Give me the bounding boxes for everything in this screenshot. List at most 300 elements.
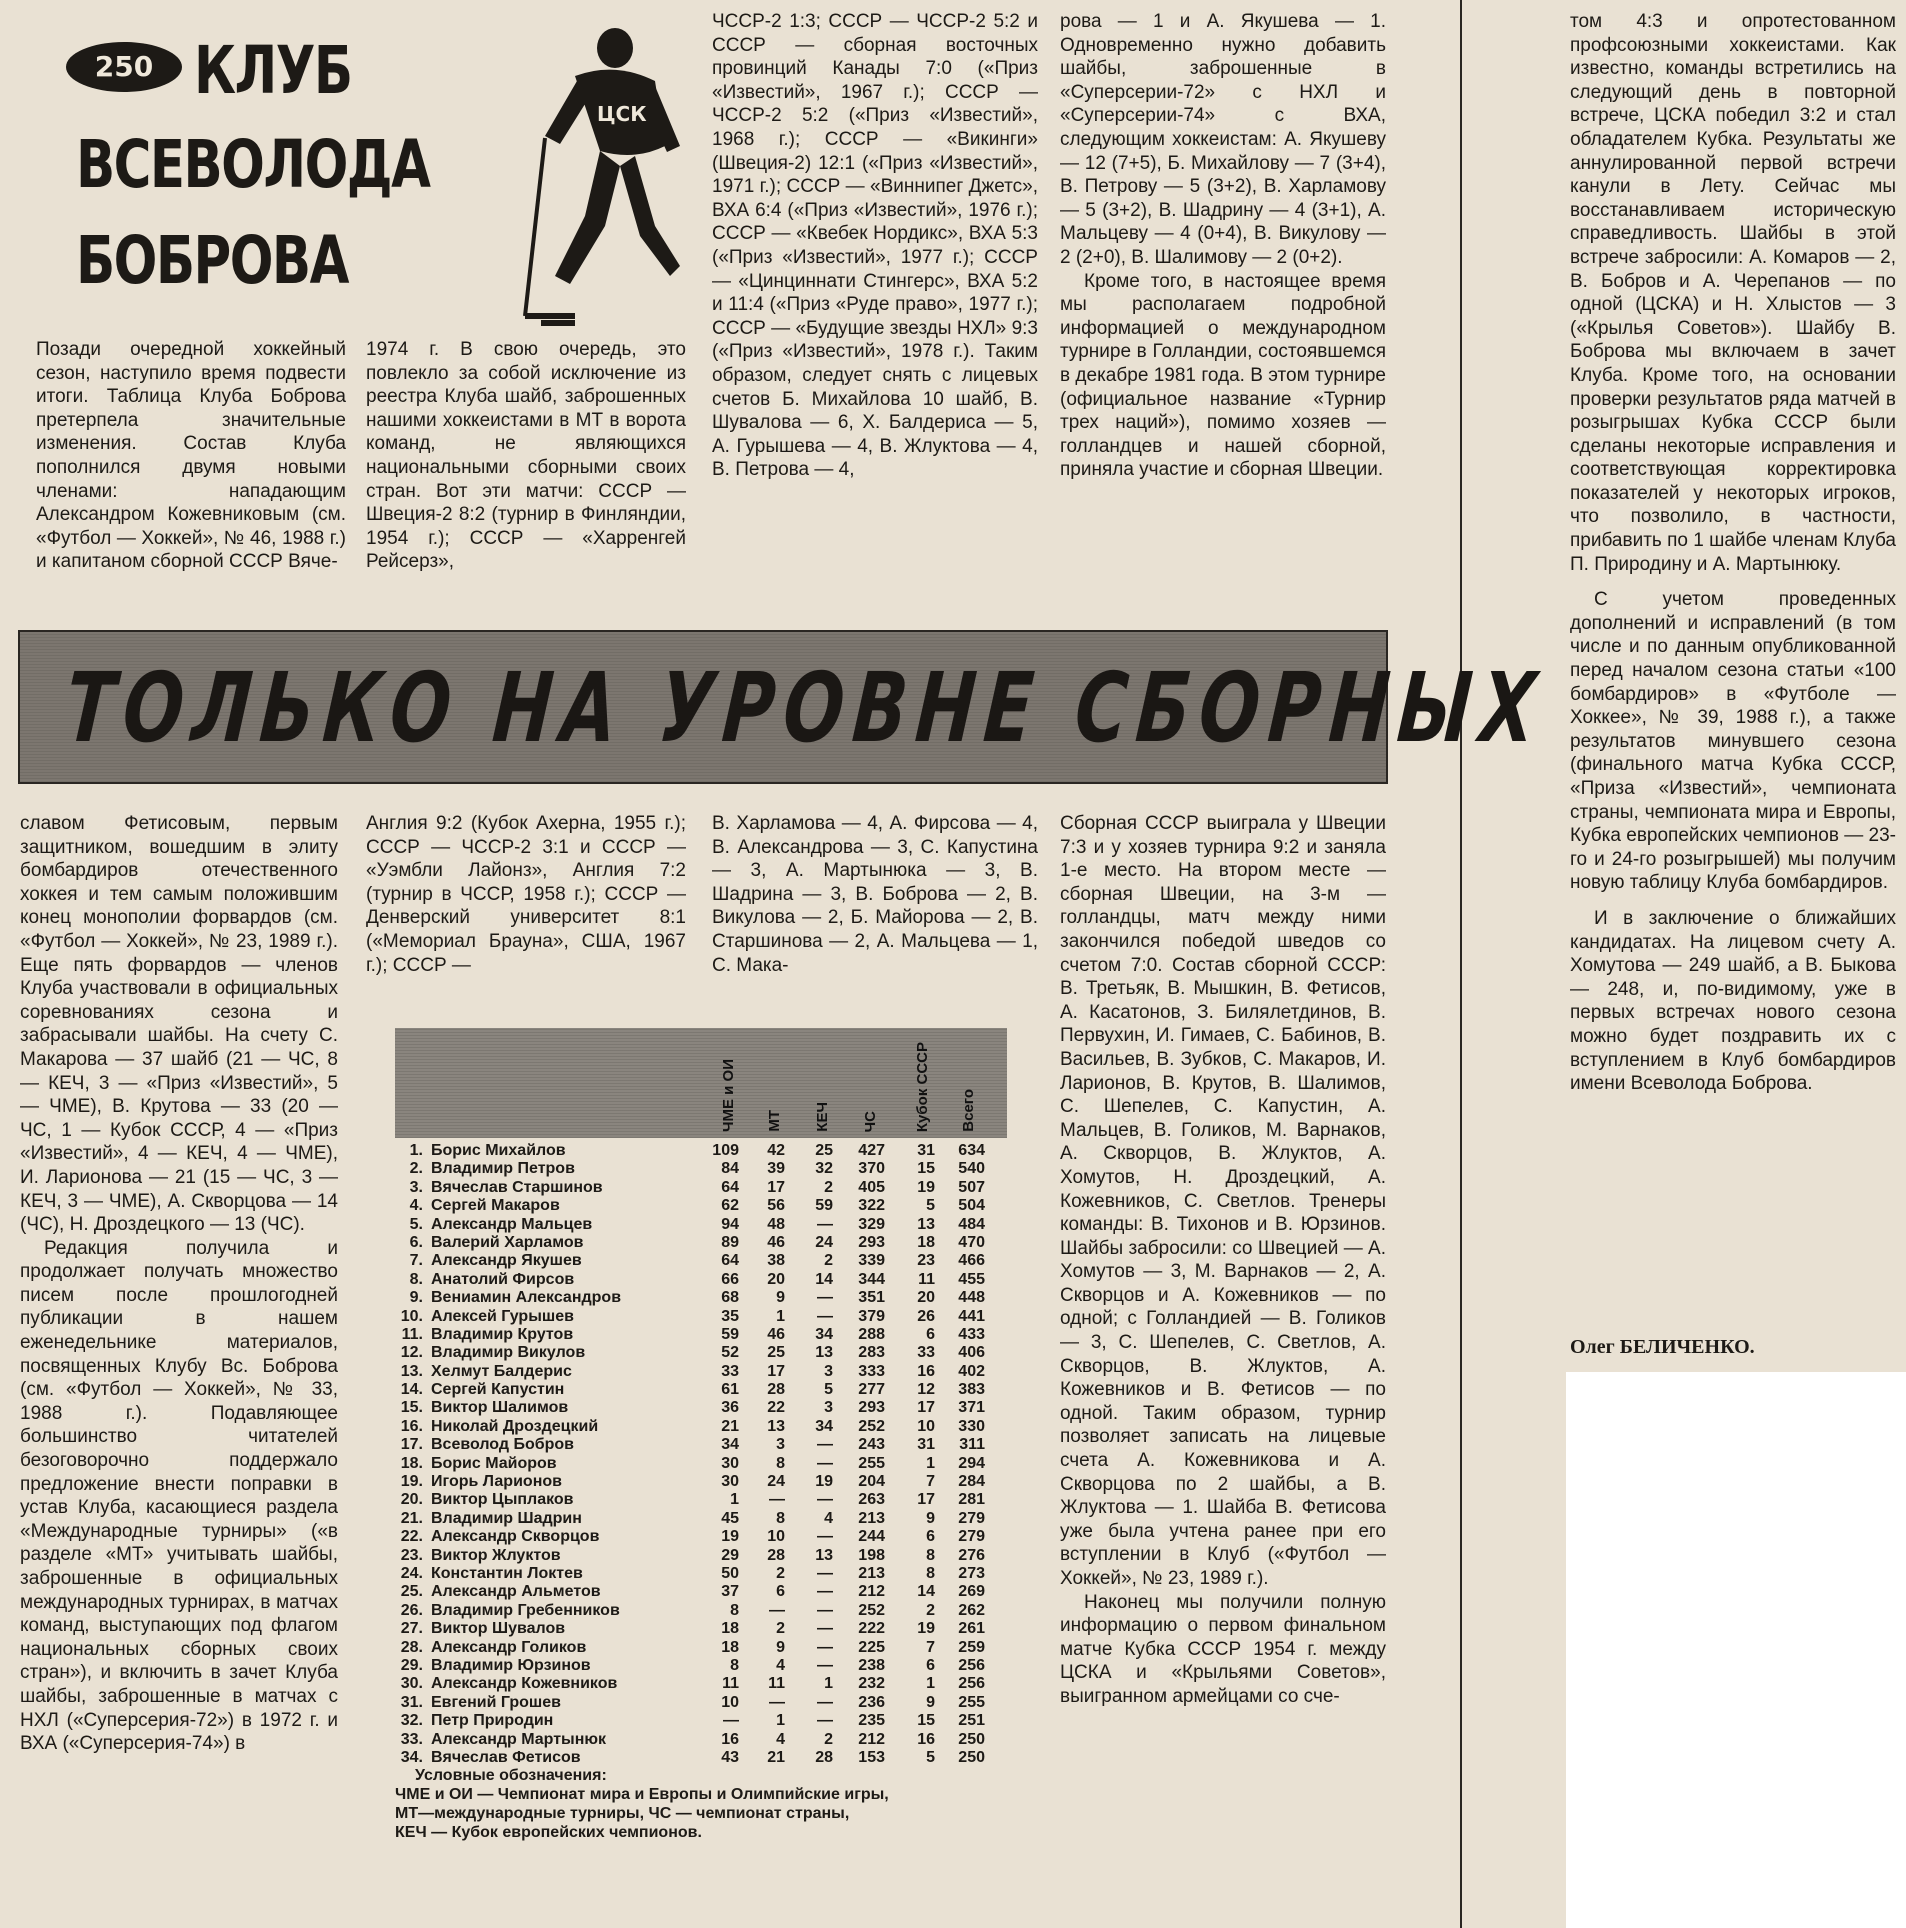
row-value-1: 21: [767, 1748, 785, 1766]
row-value-5: 255: [958, 1693, 985, 1711]
legend-line-2: МТ—международные турниры, ЧС — чемпионат страны,: [395, 1805, 850, 1822]
row-value-1: 2: [776, 1620, 785, 1638]
column-divider-right: [1460, 0, 1462, 1928]
row-value-3: 405: [858, 1178, 885, 1196]
row-value-2: —: [817, 1712, 833, 1730]
blank-area: [1566, 1372, 1906, 1928]
row-value-2: 14: [815, 1270, 833, 1288]
row-value-3: 344: [858, 1270, 885, 1288]
row-value-0: 64: [721, 1252, 739, 1270]
top-column-4-para-2: Кроме того, в настоящее время мы располагаем подробной информацией о международном турнире в Голландии, состоявшемся в декабре 1981 года. В этом турнире (официальное название «Турнир трех наций»), помимо хозяев — голландцев и нашей сборной, приняла участие и сборная Швеции.: [1060, 270, 1386, 481]
row-value-1: 3: [776, 1436, 785, 1454]
row-value-0: 21: [721, 1417, 739, 1435]
row-value-3: 238: [858, 1656, 885, 1674]
row-value-0: 30: [721, 1454, 739, 1472]
table-row: [395, 1491, 1007, 1509]
table-row: [395, 1583, 1007, 1601]
row-player-name: Сергей Макаров: [431, 1197, 560, 1215]
row-value-5: 279: [958, 1528, 985, 1546]
row-value-2: —: [817, 1601, 833, 1619]
row-value-2: —: [817, 1620, 833, 1638]
row-value-4: 5: [926, 1748, 935, 1766]
row-value-5: 383: [958, 1381, 985, 1399]
row-rank: 15.: [400, 1399, 423, 1417]
row-rank: 2.: [409, 1160, 423, 1178]
row-value-2: 59: [815, 1197, 833, 1215]
table-row: [395, 1142, 1007, 1160]
row-value-5: 455: [958, 1270, 985, 1288]
top-column-2: [366, 338, 686, 610]
row-player-name: Александр Мартынюк: [431, 1730, 607, 1748]
row-rank: 9.: [409, 1289, 423, 1307]
row-value-4: 8: [926, 1564, 935, 1582]
row-player-name: Александр Скворцов: [431, 1528, 600, 1546]
row-value-5: 507: [958, 1178, 985, 1196]
row-value-0: 52: [721, 1344, 739, 1362]
table-row: [395, 1252, 1007, 1270]
row-rank: 22.: [400, 1528, 423, 1546]
row-value-2: 13: [815, 1546, 833, 1564]
row-value-4: 15: [917, 1160, 935, 1178]
top-column-4-para-1: рова — 1 и А. Якушева — 1. Одновременно нужно добавить шайбы, заброшенные в «Суперсерии-72» с НХЛ и «Суперсерии-74» с ВХА, следующим хоккеистам: А. Якушеву — 12 (7+5), Б. Михайлову — 7 (3+4), В. Петрову — 5 (3+2), В. Харламову — 5 (3+2), В. Шадрину — 4 (3+1), А. Мальцеву — 4 (0+4), В. Викулову — 2 (2+0), В. Шалимову — 2 (0+2).: [1060, 11, 1386, 268]
header-title-line-2: ВСЕВОЛОДА: [76, 126, 430, 203]
row-value-0: 35: [721, 1307, 739, 1325]
row-value-0: 8: [730, 1656, 739, 1674]
row-value-0: 36: [721, 1399, 739, 1417]
table-row: [395, 1510, 1007, 1528]
row-value-1: 46: [767, 1233, 785, 1251]
row-value-3: 244: [858, 1528, 885, 1546]
table-header-chs: ЧС: [862, 1110, 879, 1132]
row-value-4: 1: [926, 1454, 935, 1472]
row-value-5: 281: [958, 1491, 985, 1509]
row-value-2: 13: [815, 1344, 833, 1362]
row-value-1: 38: [767, 1252, 785, 1270]
table-row: [395, 1308, 1007, 1326]
row-value-4: 23: [917, 1252, 935, 1270]
row-value-3: 339: [858, 1252, 885, 1270]
row-value-2: —: [817, 1454, 833, 1472]
row-value-1: 10: [767, 1528, 785, 1546]
row-value-3: 252: [858, 1601, 885, 1619]
table-row: [395, 1565, 1007, 1583]
row-rank: 21.: [400, 1509, 423, 1527]
row-value-0: 59: [721, 1325, 739, 1343]
row-value-5: 466: [958, 1252, 985, 1270]
row-value-3: 255: [858, 1454, 885, 1472]
row-value-3: 225: [858, 1638, 885, 1656]
row-rank: 13.: [400, 1362, 423, 1380]
row-player-name: Александр Кожевников: [431, 1675, 618, 1693]
row-value-5: 402: [958, 1362, 985, 1380]
row-value-4: 1: [926, 1675, 935, 1693]
table-row: [395, 1528, 1007, 1546]
issue-number-badge: 250: [66, 42, 182, 92]
row-value-5: 441: [958, 1307, 985, 1325]
row-rank: 34.: [400, 1748, 423, 1766]
header-title-line-1: КЛУБ: [194, 32, 352, 109]
row-value-3: 293: [858, 1233, 885, 1251]
table-row: [395, 1712, 1007, 1730]
row-value-1: 20: [767, 1270, 785, 1288]
row-value-5: 279: [958, 1509, 985, 1527]
row-value-0: 34: [721, 1436, 739, 1454]
row-value-1: 56: [767, 1197, 785, 1215]
row-rank: 11.: [401, 1325, 423, 1343]
row-player-name: Владимир Гребенников: [431, 1601, 620, 1619]
row-value-4: 6: [926, 1528, 935, 1546]
top-column-3: [712, 10, 1038, 610]
row-value-3: 322: [858, 1197, 885, 1215]
row-rank: 4.: [409, 1197, 423, 1215]
row-rank: 27.: [400, 1620, 423, 1638]
row-player-name: Александр Голиков: [431, 1638, 587, 1656]
header-title-line-3: БОБРОВА: [76, 222, 348, 299]
table-row: [395, 1639, 1007, 1657]
table-header-mt: МТ: [766, 1110, 783, 1132]
table-row: [395, 1694, 1007, 1712]
row-value-2: —: [817, 1289, 833, 1307]
jersey-emblem-text: ЦСК: [597, 102, 647, 126]
row-value-4: 6: [926, 1656, 935, 1674]
row-rank: 31.: [400, 1693, 423, 1711]
row-value-5: 250: [958, 1730, 985, 1748]
row-value-3: 212: [858, 1730, 885, 1748]
row-value-0: 94: [721, 1215, 739, 1233]
row-value-0: 11: [722, 1675, 739, 1693]
legend-line-1: ЧМЕ и ОИ — Чемпионат мира и Европы и Олимпийские игры,: [395, 1786, 889, 1803]
row-value-5: 256: [958, 1675, 985, 1693]
row-value-1: 17: [767, 1178, 785, 1196]
row-value-3: 252: [858, 1417, 885, 1435]
row-value-1: 25: [767, 1344, 785, 1362]
row-value-4: 10: [917, 1417, 935, 1435]
row-value-5: 294: [958, 1454, 985, 1472]
row-value-2: 25: [815, 1142, 833, 1159]
table-row: [395, 1602, 1007, 1620]
row-player-name: Евгений Грошев: [431, 1693, 561, 1711]
row-value-1: 8: [776, 1509, 785, 1527]
row-value-3: 263: [858, 1491, 885, 1509]
legend-line-3: КЕЧ — Кубок европейских чемпионов.: [395, 1824, 702, 1841]
right-column-para-1: том 4:3 и опротестованном профсоюзными хоккеистами. Как известно, команды встретились на следующий день в повторной встрече, ЦСКА победил 3:2 и стал обладателем Кубка. Результаты же аннулированной первой встречи канули в Лету. Сейчас мы восстанавливаем историческую справедливость. Шайбы в этой встрече забросили: А. Комаров — 2, В. Бобров и А. Черепанов — по одной (ЦСКА) и Н. Хлыстов — 3 («Крылья Советов»). Шайбу В. Боброва мы включаем в зачет Клуба. Кроме того, на основании проверки результатов ряда матчей в розыгрышах Кубка СССР были сделаны некоторые исправления и соответствующая корректировка показателей у некоторых игроков, что позволило, в частности, прибавить по 1 шайбе членам Клуба П. Природину и А. Мартынюку.: [1570, 11, 1896, 575]
row-rank: 18.: [400, 1454, 423, 1472]
table-header-cup: Кубок СССР: [914, 1041, 931, 1132]
row-value-3: 283: [858, 1344, 885, 1362]
row-value-1: 39: [767, 1160, 785, 1178]
bottom-column-2: [366, 812, 686, 1012]
row-value-4: 19: [917, 1178, 935, 1196]
row-value-0: 64: [721, 1178, 739, 1196]
row-value-4: 12: [917, 1381, 935, 1399]
row-value-4: 16: [917, 1730, 935, 1748]
row-player-name: Вячеслав Фетисов: [431, 1748, 581, 1766]
table-row: [395, 1399, 1007, 1417]
row-value-2: —: [817, 1564, 833, 1582]
row-value-4: 26: [917, 1307, 935, 1325]
row-value-1: 8: [776, 1454, 785, 1472]
row-rank: 23.: [400, 1546, 423, 1564]
row-player-name: Всеволод Бобров: [431, 1436, 575, 1454]
row-value-0: 8: [730, 1601, 739, 1619]
row-value-2: 34: [815, 1325, 833, 1343]
row-value-2: —: [817, 1638, 833, 1656]
row-player-name: Сергей Капустин: [431, 1381, 565, 1399]
club-header: [16, 12, 430, 320]
row-value-4: 11: [918, 1270, 935, 1288]
row-rank: 3.: [409, 1178, 423, 1196]
row-value-0: 30: [721, 1473, 739, 1491]
bottom-column-1-para-2: Редакция получила и продолжает получать множество писем после прошлогодней публикации в нашем еженедельнике материалов, посвященных Клубу Вс. Боброва (см. «Футбол — Хоккей», № 33, 1988 г.). Подавляющее большинство читателей безоговорочно поддержало предложение внести поправки в устав Клуба, касающиеся раздела «Международные турниры» («в разделе «МТ» учитывать шайбы, заброшенные в официальных международных турнирах, в матчах команд, выступающих под флагом национальных сборных своих стран»), и включить в зачет Клуба шайбы, заброшенные в матчах с НХЛ («Суперсерия-72») в 1972 г. и ВХА («Суперсерия-74») в: [20, 1237, 338, 1755]
row-value-1: 46: [767, 1325, 785, 1343]
row-value-0: 62: [721, 1197, 739, 1215]
row-value-4: 2: [926, 1601, 935, 1619]
row-value-2: 4: [824, 1509, 833, 1527]
row-value-1: 6: [776, 1583, 785, 1601]
row-value-4: 31: [917, 1142, 935, 1159]
table-row: [395, 1657, 1007, 1675]
row-rank: 5.: [409, 1215, 423, 1233]
row-value-3: 288: [858, 1325, 885, 1343]
row-value-5: 330: [958, 1417, 985, 1435]
row-value-4: 17: [917, 1399, 935, 1417]
bottom-column-2-text: Англия 9:2 (Кубок Ахерна, 1955 г.); СССР — ЧССР-2 3:1 и СССР — «Уэмбли Лайонз», Англия 7:2 (турнир в ЧССР, 1958 г.); СССР — Денверский университет 8:1 («Мемориал Брауна», США, 1967 г.); СССР —: [366, 813, 686, 976]
bottom-column-3: [712, 812, 1038, 1012]
row-rank: 33.: [400, 1730, 423, 1748]
row-value-1: 11: [768, 1675, 785, 1693]
row-value-1: 22: [767, 1399, 785, 1417]
row-value-5: 311: [959, 1436, 985, 1454]
row-value-0: 37: [721, 1583, 739, 1601]
row-value-5: 261: [958, 1620, 985, 1638]
row-value-5: 504: [958, 1197, 985, 1215]
table-header-total: Всего: [960, 1089, 977, 1132]
table-row: [395, 1731, 1007, 1749]
row-value-2: 1: [824, 1675, 833, 1693]
row-value-5: 484: [958, 1215, 985, 1233]
row-rank: 10.: [400, 1307, 423, 1325]
row-value-5: 406: [958, 1344, 985, 1362]
row-value-2: 19: [815, 1473, 833, 1491]
row-value-5: 251: [958, 1712, 985, 1730]
row-value-5: 276: [958, 1546, 985, 1564]
row-value-4: 5: [926, 1197, 935, 1215]
right-column-para-2: С учетом проведенных дополнений и исправлений (в том числе и по данным опубликованной перед началом сезона статьи «100 бомбардиров» в «Футболе — Хоккее», № 39, 1988 г.), а также результатов минувшего сезона (финального матча Кубка СССР, «Приза «Известий», чемпионата страны, чемпионата мира и Европы, Кубка европейских чемпионов — 23-го и 24-го розыгрышей) мы получим новую таблицу Клуба бомбардиров.: [1570, 589, 1896, 894]
row-value-2: 3: [824, 1362, 833, 1380]
bottom-column-4-para-1: Сборная СССР выиграла у Швеции 7:3 и у хозяев турнира 9:2 и заняла 1-е место. На втором месте — сборная Швеции, на 3-м — голландцы, матч между ними закончился победой шведов со счетом 7:0. Состав сборной СССР: В. Третьяк, В. Мышкин, В. Фетисов, А. Касатонов, З. Билялетдинов, В. Первухин, И. Гимаев, С. Бабинов, В. Васильев, В. Зубков, С. Макаров, И. Ларионов, В. Крутов, В. Шалимов, С. Шепелев, С. Капустин, А. Мальцев, В. Голиков, М. Варнаков, А. Скворцов, В. Жлуктов, А. Хомутов, Н. Дроздецкий, А. Кожевников, С. Светлов. Тренеры команды: В. Тихонов и В. Юрзинов. Шайбы забросили: со Швецией — А. Хомутов — 3, М. Варнаков — 2, А. Скворцов и А. Кожевников — по одной; с Голландией — В. Голиков — 3, С. Шепелев, С. Светлов, А. Скворцов, В. Жлуктов, А. Кожевников и В. Фетисов — по одной. Таким образом, турнир позволяет записать на лицевые счета А. Кожевникова и А. Скворцова по 2 шайбы, а В. Жлуктова — 1. Шайба В. Фетисова уже была учтена ранее при его вступлении в Клуб («Футбол — Хоккей», № 23, 1989 г.).: [1060, 813, 1386, 1589]
row-value-1: 13: [767, 1417, 785, 1435]
row-value-0: 66: [721, 1270, 739, 1288]
row-value-3: 222: [858, 1620, 885, 1638]
row-value-3: 293: [858, 1399, 885, 1417]
row-value-3: 277: [858, 1381, 885, 1399]
top-column-3-text: ЧССР-2 1:3; СССР — ЧССР-2 5:2 и СССР — сборная восточных провинций Канады 7:0 («Приз «Известий», 1967 г.); СССР — ЧССР-2 5:2 («Приз «Известий», 1968 г.); СССР — «Викинги» (Швеция-2) 12:1 («Приз «Известий», 1971 г.); СССР — «Виннипег Джетс», ВХА 6:4 («Приз «Известий», 1976 г.); СССР — «Квебек Нордикс», ВХА 5:3 («Приз «Известий», 1977 г.); СССР — «Цинциннати Стингерс», ВХА 5:2 и 11:4 («Приз «Руде право», 1977 г.); СССР — «Будущие звезды НХЛ» 9:3 («Приз «Известий», 1978 г.). Таким образом, следует снять с лицевых счетов Б. Михайлова 10 шайб, В. Шувалова — 6, Х. Балдериса — 5, А. Гурышева — 4, В. Жлуктова — 4, В. Петрова — 4,: [712, 11, 1038, 481]
section-banner: [18, 630, 1549, 784]
table-row: [395, 1179, 1007, 1197]
table-row: [395, 1216, 1007, 1234]
row-value-1: 1: [776, 1307, 785, 1325]
table-row: [395, 1749, 1007, 1767]
row-rank: 16.: [400, 1417, 423, 1435]
author-signature: Олег БЕЛИЧЕНКО.: [1570, 1336, 1755, 1358]
row-player-name: Валерий Харламов: [431, 1233, 584, 1251]
row-value-3: 204: [858, 1473, 885, 1491]
row-value-3: 379: [858, 1307, 885, 1325]
row-rank: 28.: [400, 1638, 423, 1656]
row-value-0: 1: [730, 1491, 739, 1509]
row-value-4: 20: [917, 1289, 935, 1307]
row-rank: 1.: [409, 1142, 423, 1159]
legend-title: Условные обозначения:: [415, 1767, 607, 1784]
bottom-column-1-para-1: славом Фетисовым, первым защитником, вошедшим в элиту бомбардиров отечественного хоккея и тем самым положившим конец монополии форвардов (см. «Футбол — Хоккей», № 23, 1989 г.). Еще пять форвардов — членов Клуба участвовали в официальных соревнованиях сезона и забрасывали шайбы. На счету С. Макарова — 37 шайб (21 — ЧС, 8 — КЕЧ, 3 — «Приз «Известий», 5 — ЧМЕ), В. Крутова — 33 (20 — ЧС, 1 — Кубок СССР, 4 — «Приз «Известий», 4 — КЕЧ, 4 — ЧМЕ), И. Ларионова — 21 (15 — ЧС, 3 — КЕЧ, 3 — ЧМЕ), А. Скворцова — 14 (ЧС), Н. Дроздецкого — 13 (ЧС).: [20, 813, 338, 1236]
row-value-1: 9: [776, 1289, 785, 1307]
table-row: [395, 1547, 1007, 1565]
row-value-2: 2: [824, 1252, 833, 1270]
row-value-1: —: [769, 1491, 785, 1509]
row-value-5: 470: [958, 1233, 985, 1251]
row-value-2: 5: [824, 1381, 833, 1399]
row-value-1: 4: [776, 1656, 785, 1674]
row-player-name: Борис Михайлов: [431, 1142, 566, 1159]
row-player-name: Виктор Цыплаков: [431, 1491, 574, 1509]
row-rank: 25.: [400, 1583, 423, 1601]
row-player-name: Владимир Юрзинов: [431, 1656, 591, 1674]
row-player-name: Борис Майоров: [431, 1454, 557, 1472]
row-value-3: 329: [858, 1215, 885, 1233]
table-row: [395, 1344, 1007, 1362]
row-player-name: Хелмут Балдерис: [431, 1362, 572, 1380]
row-value-0: 89: [721, 1233, 739, 1251]
row-value-5: 259: [958, 1638, 985, 1656]
row-value-0: 109: [712, 1142, 739, 1159]
row-value-2: —: [817, 1656, 833, 1674]
row-player-name: Владимир Петров: [431, 1160, 575, 1178]
table-row: [395, 1620, 1007, 1638]
row-rank: 8.: [409, 1270, 423, 1288]
row-player-name: Алексей Гурышев: [431, 1307, 574, 1325]
row-value-0: 19: [721, 1528, 739, 1546]
row-value-4: 9: [926, 1509, 935, 1527]
row-value-2: 3: [824, 1399, 833, 1417]
row-value-5: 269: [958, 1583, 985, 1601]
row-value-0: 50: [721, 1564, 739, 1582]
row-rank: 24.: [400, 1564, 423, 1582]
row-value-2: 2: [824, 1730, 833, 1748]
row-player-name: Константин Локтев: [431, 1564, 583, 1582]
row-value-3: 333: [858, 1362, 885, 1380]
table-body: [395, 1142, 1007, 1767]
row-value-1: 42: [767, 1142, 785, 1159]
row-value-0: 33: [721, 1362, 739, 1380]
row-value-4: 15: [917, 1712, 935, 1730]
row-value-5: 371: [958, 1399, 985, 1417]
row-value-3: 213: [858, 1509, 885, 1527]
row-value-3: 236: [858, 1693, 885, 1711]
row-player-name: Вячеслав Старшинов: [431, 1178, 603, 1196]
row-player-name: Виктор Шалимов: [431, 1399, 569, 1417]
row-rank: 7.: [409, 1252, 423, 1270]
row-value-3: 198: [858, 1546, 885, 1564]
row-player-name: Виктор Жлуктов: [431, 1546, 561, 1564]
bottom-column-3-text: В. Харламова — 4, А. Фирсова — 4, В. Александрова — 3, С. Капустина — 3, А. Мартынюка — 3, В. Шадрина — 3, В. Боброва — 2, В. Викулова — 2, Б. Майорова — 2, В. Старшинова — 2, А. Мальцева — 1, С. Мака-: [712, 813, 1038, 976]
row-player-name: Николай Дроздецкий: [431, 1417, 599, 1435]
row-value-1: 9: [776, 1638, 785, 1656]
row-value-3: 351: [858, 1289, 885, 1307]
table-row: [395, 1197, 1007, 1215]
row-player-name: Виктор Шувалов: [431, 1620, 566, 1638]
hockey-player-illustration: [505, 26, 695, 326]
table-row: [395, 1473, 1007, 1491]
table-row: [395, 1363, 1007, 1381]
table-row: [395, 1160, 1007, 1178]
row-value-2: —: [817, 1215, 833, 1233]
table-row: [395, 1675, 1007, 1693]
row-value-5: 448: [958, 1289, 985, 1307]
row-player-name: Владимир Викулов: [431, 1344, 586, 1362]
row-value-3: 243: [858, 1436, 885, 1454]
row-rank: 30.: [400, 1675, 423, 1693]
row-value-5: 250: [958, 1748, 985, 1766]
row-player-name: Александр Мальцев: [431, 1215, 593, 1233]
row-value-0: 43: [721, 1748, 739, 1766]
row-value-5: 256: [958, 1656, 985, 1674]
row-value-1: 2: [776, 1564, 785, 1582]
row-value-2: —: [817, 1693, 833, 1711]
row-value-4: 18: [917, 1233, 935, 1251]
row-value-0: 84: [721, 1160, 739, 1178]
row-value-3: 153: [858, 1748, 885, 1766]
row-value-4: 19: [917, 1620, 935, 1638]
row-rank: 29.: [400, 1656, 423, 1674]
row-value-0: 10: [721, 1693, 739, 1711]
table-row: [395, 1289, 1007, 1307]
row-player-name: Владимир Крутов: [431, 1325, 574, 1343]
right-column-para-3: И в заключение о ближайших кандидатах. На лицевом счету А. Хомутова — 249 шайб, а В. Быкова — 248, и, по-видимому, уже в первых встречах нового сезона можно будет поздравить их с вступлением в Клуб бомбардиров имени Всеволода Боброва.: [1570, 907, 1896, 1095]
row-value-2: 34: [815, 1417, 833, 1435]
row-value-0: 18: [721, 1620, 739, 1638]
row-value-2: —: [817, 1528, 833, 1546]
row-value-0: 16: [721, 1730, 739, 1748]
row-value-2: —: [817, 1307, 833, 1325]
row-value-3: 213: [858, 1564, 885, 1582]
row-value-4: 7: [926, 1638, 935, 1656]
row-rank: 19.: [400, 1473, 423, 1491]
row-value-2: —: [817, 1491, 833, 1509]
table-row: [395, 1418, 1007, 1436]
row-value-4: 8: [926, 1546, 935, 1564]
row-value-5: 634: [958, 1142, 985, 1159]
row-value-5: 540: [958, 1160, 985, 1178]
row-value-0: 18: [721, 1638, 739, 1656]
row-rank: 26.: [400, 1601, 423, 1619]
row-value-0: 45: [721, 1509, 739, 1527]
table-row: [395, 1455, 1007, 1473]
table-header-wc: ЧМЕ и ОИ: [720, 1058, 737, 1132]
table-row: [395, 1271, 1007, 1289]
row-value-0: 61: [721, 1381, 739, 1399]
row-player-name: Петр Природин: [431, 1712, 554, 1730]
club-table: [395, 1028, 1007, 1767]
row-value-5: 433: [958, 1325, 985, 1343]
table-header: [395, 1028, 1007, 1138]
row-player-name: Владимир Шадрин: [431, 1509, 582, 1527]
row-value-1: 28: [767, 1546, 785, 1564]
top-column-1-text: Позади очередной хоккейный сезон, наступило время подвести итоги. Таблица Клуба Боброва претерпела значительные изменения. Состав Клуба пополнился двумя новыми членами: нападающим Александром Кожевниковым (см. «Футбол — Хоккей», № 46, 1988 г.) и капитаном сборной СССР Вяче-: [36, 339, 346, 573]
row-rank: 20.: [400, 1491, 423, 1509]
row-value-2: 28: [815, 1748, 833, 1766]
row-value-5: 284: [958, 1473, 985, 1491]
row-value-4: 31: [917, 1436, 935, 1454]
